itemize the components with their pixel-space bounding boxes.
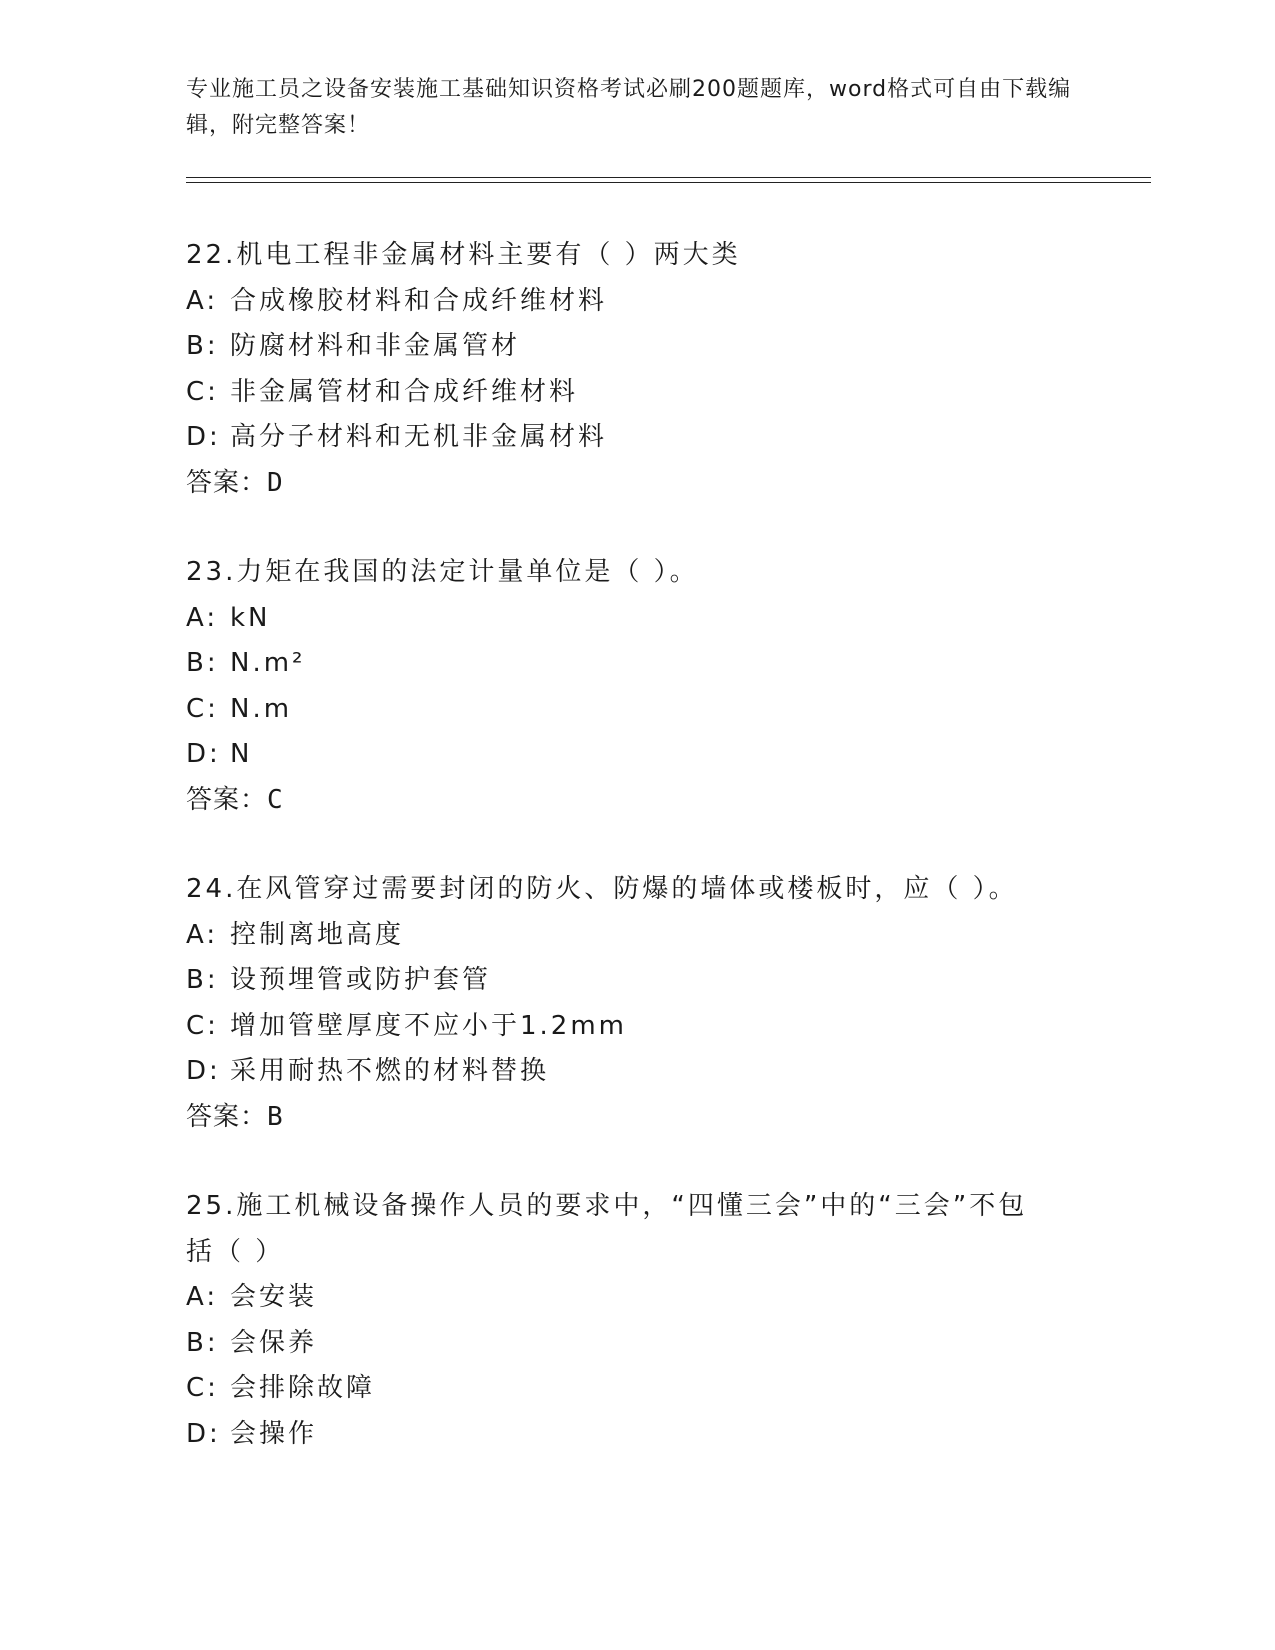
option-letter: C: — [186, 693, 219, 724]
question-22 — [186, 233, 1086, 506]
option-letter: A: — [186, 1282, 219, 1312]
document-header: 专业施工员之设备安装施工基础知识资格考试必刷200题题库，word格式可自由下载编辑，附完整答案！ — [186, 77, 1072, 138]
option-c — [186, 1366, 1086, 1412]
question-25 — [186, 1184, 1086, 1457]
option-text: N.m² — [230, 648, 306, 678]
question-stem: 25.施工机械设备操作人员的要求中，“四懂三会”中的“三会”不包括（ ） — [186, 1191, 1028, 1267]
option-letter: A: — [186, 285, 219, 316]
option-text: 合成橡胶材料和合成纤维材料 — [230, 285, 608, 316]
option-text: 会保养 — [230, 1327, 318, 1358]
answer-label: 答案： — [186, 784, 268, 815]
option-d — [186, 1049, 1086, 1095]
option-text: 设预埋管或防护套管 — [230, 965, 492, 995]
option-text: 非金属管材和合成纤维材料 — [230, 376, 579, 407]
option-d — [186, 1412, 1086, 1458]
option-a — [186, 596, 1086, 642]
option-letter: B: — [186, 1327, 219, 1358]
option-b — [186, 641, 1086, 687]
option-text: 会操作 — [230, 1418, 318, 1449]
question-list — [186, 233, 1086, 1501]
option-text: 采用耐热不燃的材料替换 — [230, 1056, 550, 1086]
question-stem: 23.力矩在我国的法定计量单位是（ ）。 — [186, 557, 699, 587]
option-text: 会排除故障 — [230, 1373, 376, 1403]
option-text: 增加管壁厚度不应小于1.2mm — [230, 1010, 628, 1041]
answer-line — [186, 778, 1086, 824]
option-text: N.m — [230, 693, 293, 724]
option-d — [186, 415, 1086, 461]
option-a — [186, 913, 1086, 959]
option-c — [186, 687, 1086, 733]
question-24 — [186, 867, 1086, 1140]
option-letter: A: — [186, 602, 219, 633]
question-23 — [186, 550, 1086, 823]
answer-value: C — [267, 784, 284, 815]
answer-value: B — [267, 1101, 284, 1132]
answer-label: 答案： — [186, 467, 268, 498]
option-letter: D: — [186, 1418, 221, 1449]
option-text: 会安装 — [230, 1282, 318, 1312]
option-b — [186, 324, 1086, 370]
option-letter: D: — [186, 1056, 221, 1086]
header-divider-top — [186, 177, 1151, 178]
option-b — [186, 1321, 1086, 1367]
option-text: 高分子材料和无机非金属材料 — [230, 422, 608, 452]
option-c — [186, 1004, 1086, 1050]
option-text: 防腐材料和非金属管材 — [230, 331, 521, 361]
option-text: 控制离地高度 — [230, 919, 405, 950]
option-letter: C: — [186, 1373, 219, 1403]
option-b — [186, 958, 1086, 1004]
option-letter: A: — [186, 919, 219, 950]
answer-value: D — [267, 467, 284, 498]
question-stem: 22.机电工程非金属材料主要有（ ）两大类 — [186, 240, 741, 270]
option-text: kN — [230, 602, 271, 633]
header-divider-bottom — [186, 182, 1151, 183]
option-letter: B: — [186, 648, 219, 678]
answer-line — [186, 461, 1086, 507]
question-stem: 24.在风管穿过需要封闭的防火、防爆的墙体或楼板时，应（ ）。 — [186, 874, 1018, 904]
option-letter: C: — [186, 376, 219, 407]
option-c — [186, 370, 1086, 416]
option-letter: D: — [186, 739, 221, 769]
answer-label: 答案： — [186, 1101, 268, 1132]
option-text: N — [230, 739, 253, 769]
answer-line — [186, 1095, 1086, 1141]
option-letter: B: — [186, 965, 219, 995]
option-a — [186, 279, 1086, 325]
option-a — [186, 1275, 1086, 1321]
option-d — [186, 732, 1086, 778]
option-letter: B: — [186, 331, 219, 361]
option-letter: D: — [186, 422, 221, 452]
option-letter: C: — [186, 1010, 219, 1041]
